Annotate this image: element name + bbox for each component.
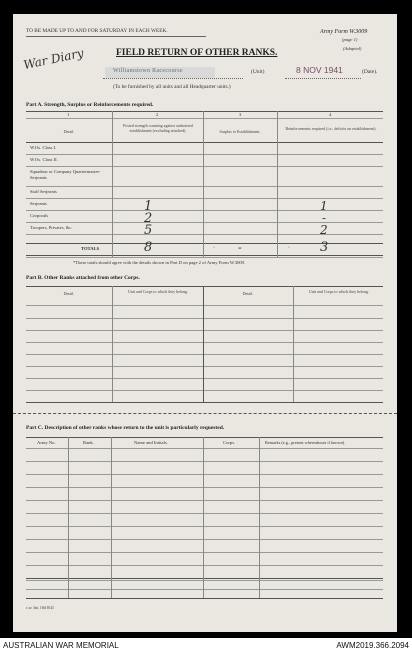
row-detail-cqms: Squadron or Company Quartermaster-Serjeants — [30, 169, 101, 180]
unit-label: (Unit) — [251, 69, 265, 75]
col-number-4: 4 — [329, 112, 332, 117]
archive-footer — [0, 638, 412, 653]
posted-totals: 8 — [144, 240, 153, 255]
top-note: TO BE MADE UP TO AND FOR SATURDAY IN EACH WEEK. — [26, 28, 168, 34]
part-b-col-unit-2: Unit and Corps to which they belong. — [308, 289, 370, 294]
top-note-underline — [26, 36, 206, 37]
row-detail-totals: TOTALS — [81, 246, 100, 251]
reinf-serjeants: 1 — [320, 199, 328, 213]
reinf-troopers: 2 — [320, 223, 328, 237]
form-title: FIELD RETURN OF OTHER RANKS. — [116, 48, 278, 58]
col-header-surplus: Surplus to Establishment. — [219, 129, 261, 134]
part-c-col-remarks: Remarks (e.g., present whereabouts if known). — [265, 440, 346, 445]
footer-accession-number: AWM2019.366.2094 — [336, 641, 409, 650]
col-number-1: 1 — [67, 112, 70, 117]
reinf-totals: 3 — [320, 240, 329, 255]
part-c-col-army-no: Army No. — [37, 440, 56, 445]
print-note: c.w. Int. 10d 8/41 — [26, 605, 54, 610]
footer-institution: AUSTRALIAN WAR MEMORIAL — [3, 641, 119, 650]
row-detail-troopers: Troopers, Privates, &c. — [30, 225, 73, 230]
col-header-posted: Posted strength counting against authorized establishment (excluding attached). — [123, 123, 193, 133]
surplus-totals: - — [238, 241, 242, 254]
part-b-heading: Part B. Other Ranks attached from other Corps. — [26, 275, 140, 281]
col-number-3: 3 — [239, 112, 242, 117]
part-b-col-unit-1: Unit and Corps to which they belong. — [127, 289, 189, 294]
row-detail-staff-serjeants: Staff Serjeants — [30, 189, 57, 194]
row-detail-corporals: Corporals — [30, 213, 49, 218]
col-number-2: 2 — [156, 112, 159, 117]
totals-dot-1: · — [213, 245, 215, 251]
posted-troopers: 5 — [144, 223, 153, 238]
part-a-heading: Part A. Strength, Surplus or Reinforcements required. — [26, 102, 154, 108]
col-header-reinforcements: Reinforcements required (i.e., deficits on establishment). — [285, 126, 377, 131]
totals-dot-2: · — [288, 245, 290, 251]
handwritten-war-diary: War Diary — [22, 45, 85, 73]
adapted-note: (Adapted) — [343, 46, 362, 51]
col-header-detail: Detail. — [63, 129, 75, 134]
reinf-corporals: - — [322, 211, 327, 225]
document-page — [13, 14, 397, 632]
part-c-col-name: Name and Initials. — [134, 440, 168, 445]
unit-dotted-line — [103, 78, 243, 79]
part-b-col-detail-1: Detail. — [63, 291, 75, 296]
date-dotted-line — [285, 78, 361, 79]
page-note: (page 1) — [342, 37, 358, 42]
row-detail-wo2: W.Os. Class II. — [30, 157, 58, 162]
posted-serjeants: 1 — [144, 199, 153, 214]
posted-corporals: 2 — [144, 211, 153, 226]
row-detail-serjeants: Serjeants — [30, 201, 47, 206]
part-c-heading: Part C. Description of other ranks whose return to the unit is particularly requested. — [26, 425, 225, 431]
part-a-footnote: *These totals should agree with the details shown in Part D on page 2 of Army Form W.3009. — [73, 260, 246, 265]
date-label: (Date). — [362, 69, 378, 75]
unit-stamp: Williamstown Racecourse — [105, 67, 215, 78]
form-subtitle: (To be furnished by all units and all Headquarter units.) — [113, 84, 231, 90]
part-c-col-corps: Corps. — [223, 440, 236, 445]
part-b-col-detail-2: Detail. — [242, 291, 254, 296]
perforation-line — [13, 413, 397, 414]
date-stamp: 8 NOV 1941 — [296, 65, 343, 75]
form-number: Army Form W.3009 — [320, 29, 368, 35]
row-detail-wo1: W.Os. Class I. — [30, 145, 57, 150]
part-c-col-rank: Rank. — [83, 440, 94, 445]
